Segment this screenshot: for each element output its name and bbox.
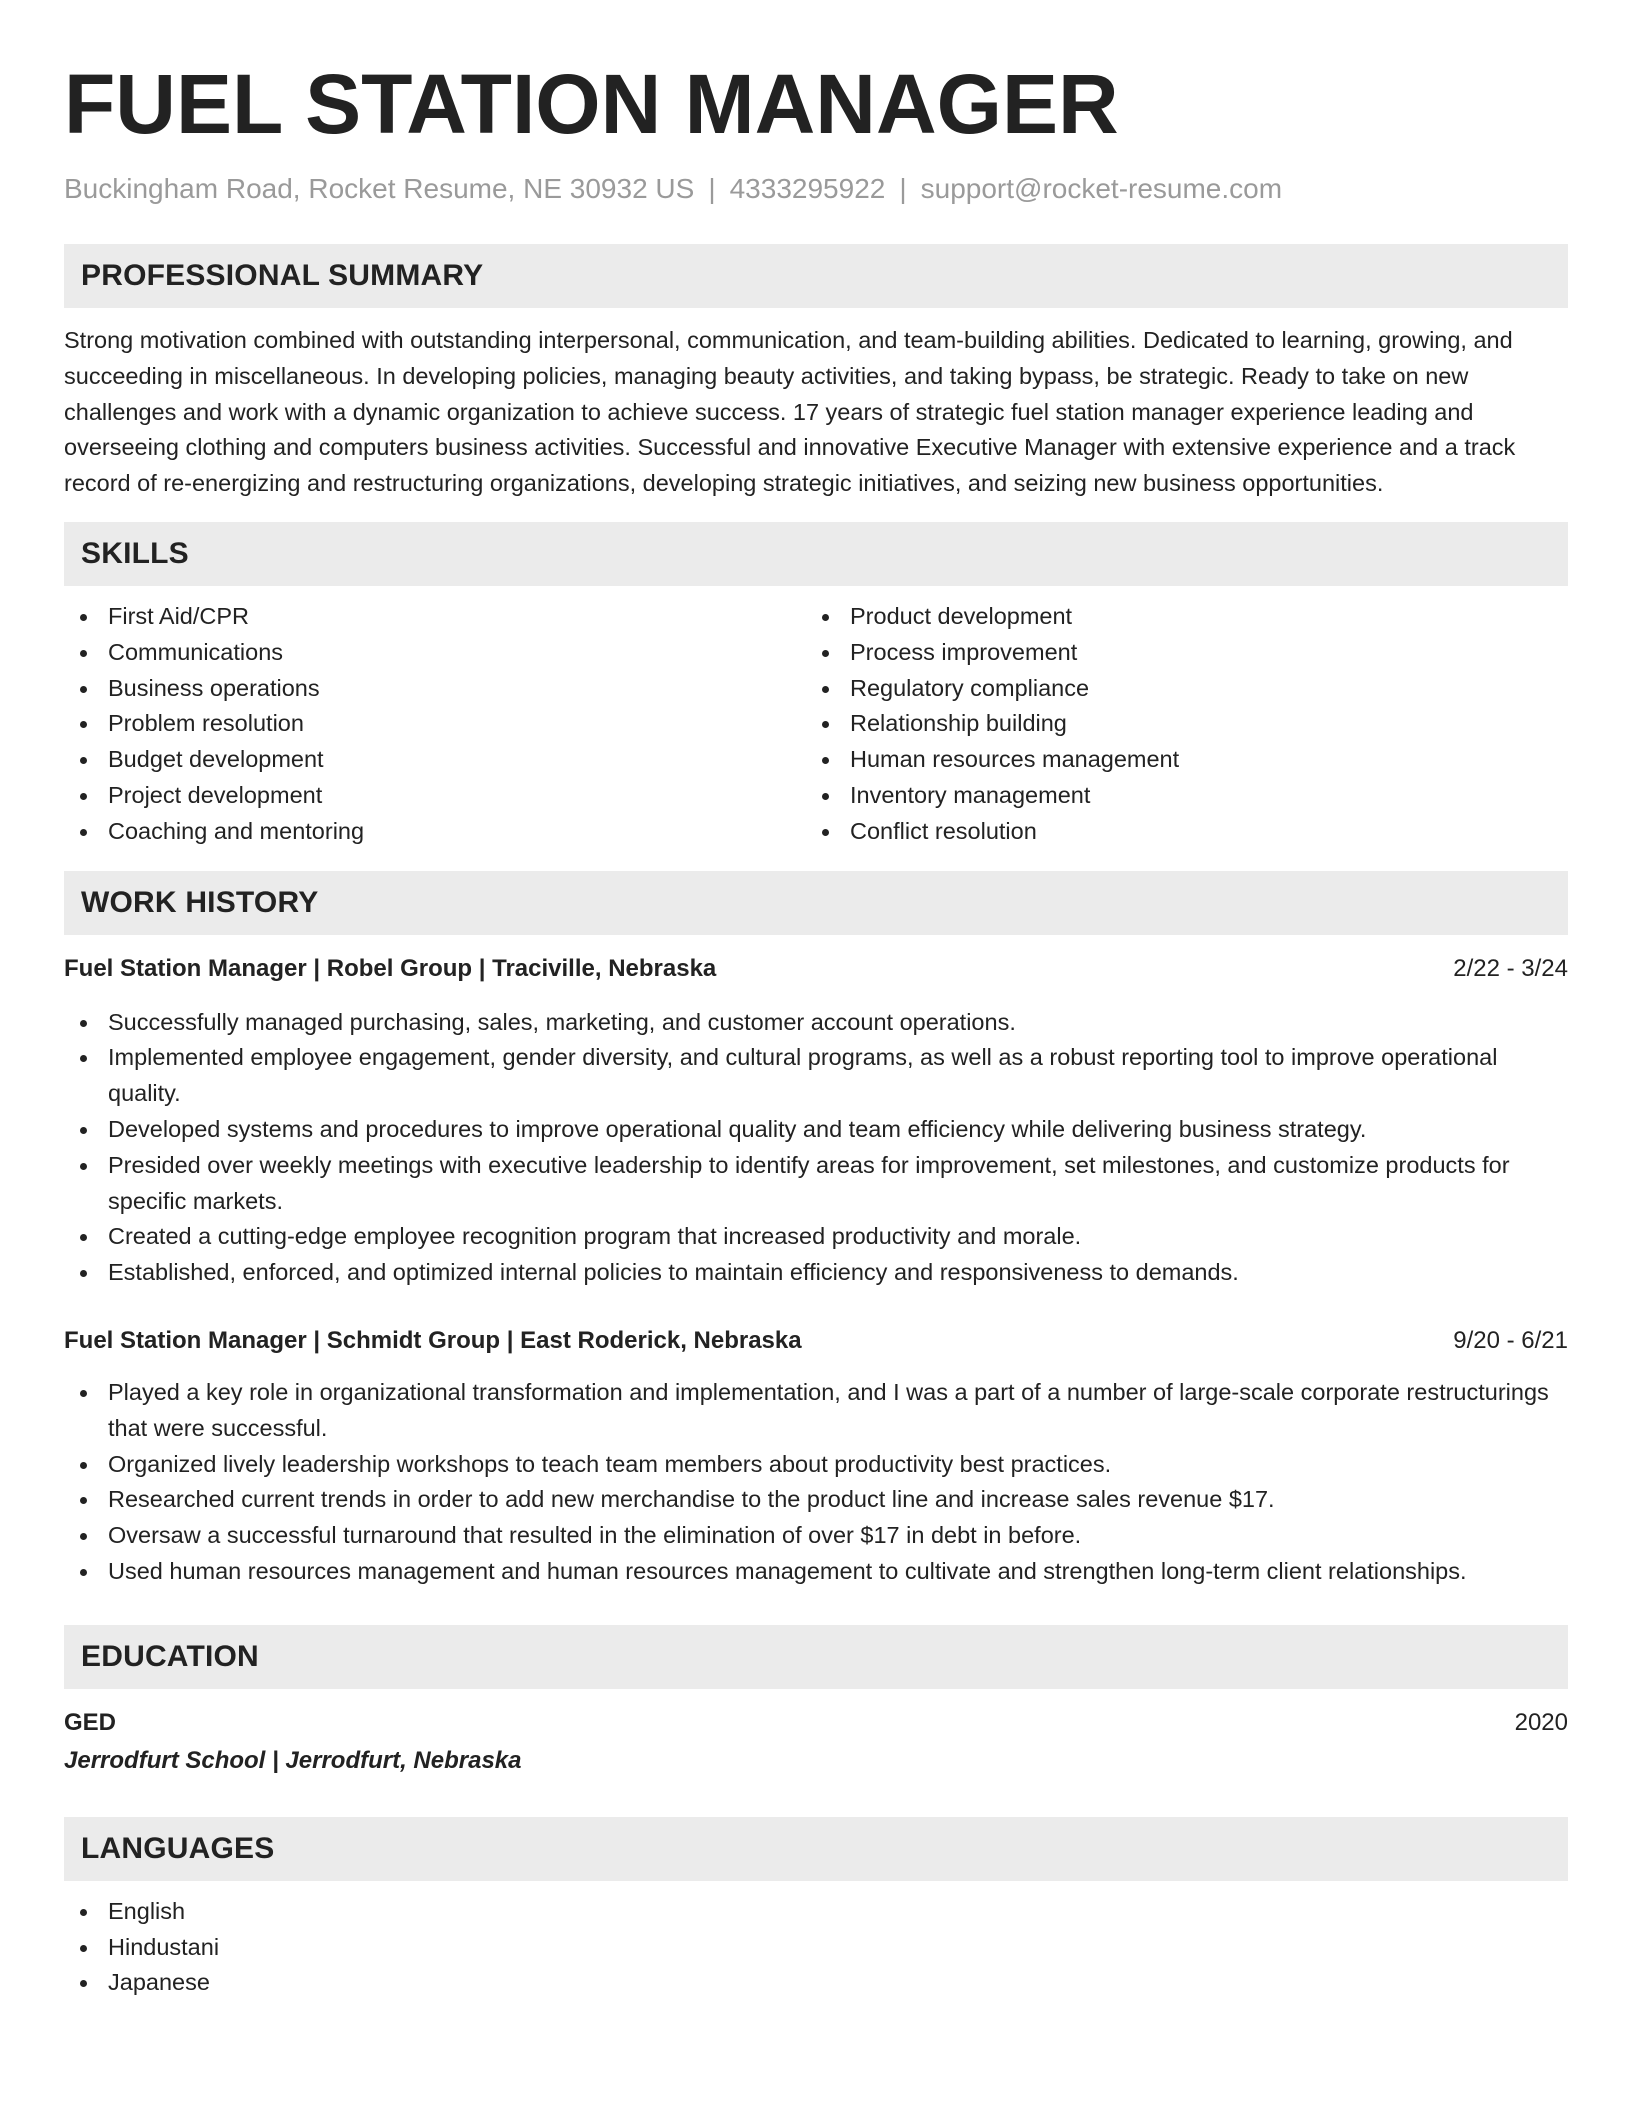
- education-year: 2020: [1514, 1708, 1568, 1736]
- contact-line: [64, 172, 1568, 206]
- skill-item: Communications: [64, 635, 806, 671]
- job-bullet: Implemented employee engagement, gender diversity, and cultural programs, as well as a robust reporting tool to improve operational quality.: [64, 1040, 1568, 1112]
- contact-address: Buckingham Road, Rocket Resume, NE 30932 US: [64, 173, 695, 204]
- skill-item: Product development: [806, 599, 1548, 635]
- job-bullet: Used human resources management and human resources management to cultivate and strengthen long-term client relationships.: [64, 1554, 1568, 1590]
- job-bullet: Created a cutting-edge employee recognition program that increased productivity and morale.: [64, 1219, 1568, 1255]
- job-bullet: Oversaw a successful turnaround that resulted in the elimination of over $17 in debt in before.: [64, 1518, 1568, 1554]
- job-bullets: [64, 1005, 1568, 1291]
- skill-item: Inventory management: [806, 778, 1548, 814]
- job-bullet: Researched current trends in order to add new merchandise to the product line and increase sales revenue $17.: [64, 1482, 1568, 1518]
- skill-item: Human resources management: [806, 742, 1548, 778]
- skill-item: Relationship building: [806, 706, 1548, 742]
- skill-item: Business operations: [64, 671, 806, 707]
- job-title: Fuel Station Manager | Schmidt Group | East Roderick, Nebraska: [64, 1326, 802, 1354]
- section-heading-skills: SKILLS: [64, 522, 1568, 586]
- skill-item: Project development: [64, 778, 806, 814]
- contact-separator: |: [899, 173, 907, 204]
- skill-item: Process improvement: [806, 635, 1548, 671]
- skill-item: Regulatory compliance: [806, 671, 1548, 707]
- job-bullets: [64, 1375, 1568, 1590]
- job-entry: [64, 951, 1568, 1291]
- language-item: Hindustani: [64, 1930, 1568, 1966]
- job-title: Fuel Station Manager | Robel Group | Traciville, Nebraska: [64, 954, 717, 982]
- job-bullet: Played a key role in organizational transformation and implementation, and I was a part of a number of large-scale corporate restructurings that were successful.: [64, 1375, 1568, 1447]
- skill-item: First Aid/CPR: [64, 599, 806, 635]
- education-degree: GED: [64, 1708, 117, 1736]
- skill-item: Coaching and mentoring: [64, 814, 806, 850]
- skills-grid: [64, 599, 1568, 850]
- job-header: [64, 951, 1568, 987]
- language-item: English: [64, 1894, 1568, 1930]
- section-heading-summary: PROFESSIONAL SUMMARY: [64, 244, 1568, 308]
- languages-list: [64, 1894, 1568, 2001]
- job-bullet: Organized lively leadership workshops to teach team members about productivity best practices.: [64, 1447, 1568, 1483]
- job-dates: 2/22 - 3/24: [1453, 954, 1568, 982]
- skills-column-left: [64, 599, 806, 850]
- skill-item: Conflict resolution: [806, 814, 1548, 850]
- contact-separator: |: [708, 173, 716, 204]
- contact-phone: 4333295922: [729, 173, 886, 204]
- job-header: [64, 1323, 1568, 1359]
- job-bullet: Established, enforced, and optimized internal policies to maintain efficiency and responsiveness to demands.: [64, 1255, 1568, 1291]
- resume-page: [64, 0, 1568, 2001]
- job-bullet: Developed systems and procedures to improve operational quality and team efficiency while delivering business strategy.: [64, 1112, 1568, 1148]
- language-item: Japanese: [64, 1965, 1568, 2001]
- section-heading-work-history: WORK HISTORY: [64, 871, 1568, 935]
- education-school: Jerrodfurt School | Jerrodfurt, Nebraska: [64, 1746, 522, 1774]
- job-dates: 9/20 - 6/21: [1453, 1326, 1568, 1354]
- job-bullet: Presided over weekly meetings with executive leadership to identify areas for improvement, set milestones, and customize products for specific markets.: [64, 1148, 1568, 1220]
- job-bullet: Successfully managed purchasing, sales, marketing, and customer account operations.: [64, 1005, 1568, 1041]
- contact-email[interactable]: support@rocket-resume.com: [920, 173, 1283, 204]
- education-entry: [64, 1705, 1568, 1779]
- section-heading-languages: LANGUAGES: [64, 1817, 1568, 1881]
- skills-column-right: [806, 599, 1548, 850]
- skill-item: Problem resolution: [64, 706, 806, 742]
- job-entry: [64, 1323, 1568, 1590]
- section-heading-education: EDUCATION: [64, 1625, 1568, 1689]
- skill-item: Budget development: [64, 742, 806, 778]
- resume-name: FUEL STATION MANAGER: [64, 57, 1119, 151]
- education-header: [64, 1705, 1568, 1741]
- summary-text: Strong motivation combined with outstanding interpersonal, communication, and team-building abilities. Dedicated to learning, growing, and succeeding in miscellaneous. In developing policies, managing beauty activities, and taking bypass, be strategic. Ready to take on new challenges and work with a dynamic organization to achieve success. 17 years of strategic fuel station manager experience leading and overseeing clothing and computers business activities. Successful and innovative Executive Manager with extensive experience and a track record of re-energizing and restructuring organizations, developing strategic initiatives, and seizing new business opportunities.: [64, 327, 1516, 497]
